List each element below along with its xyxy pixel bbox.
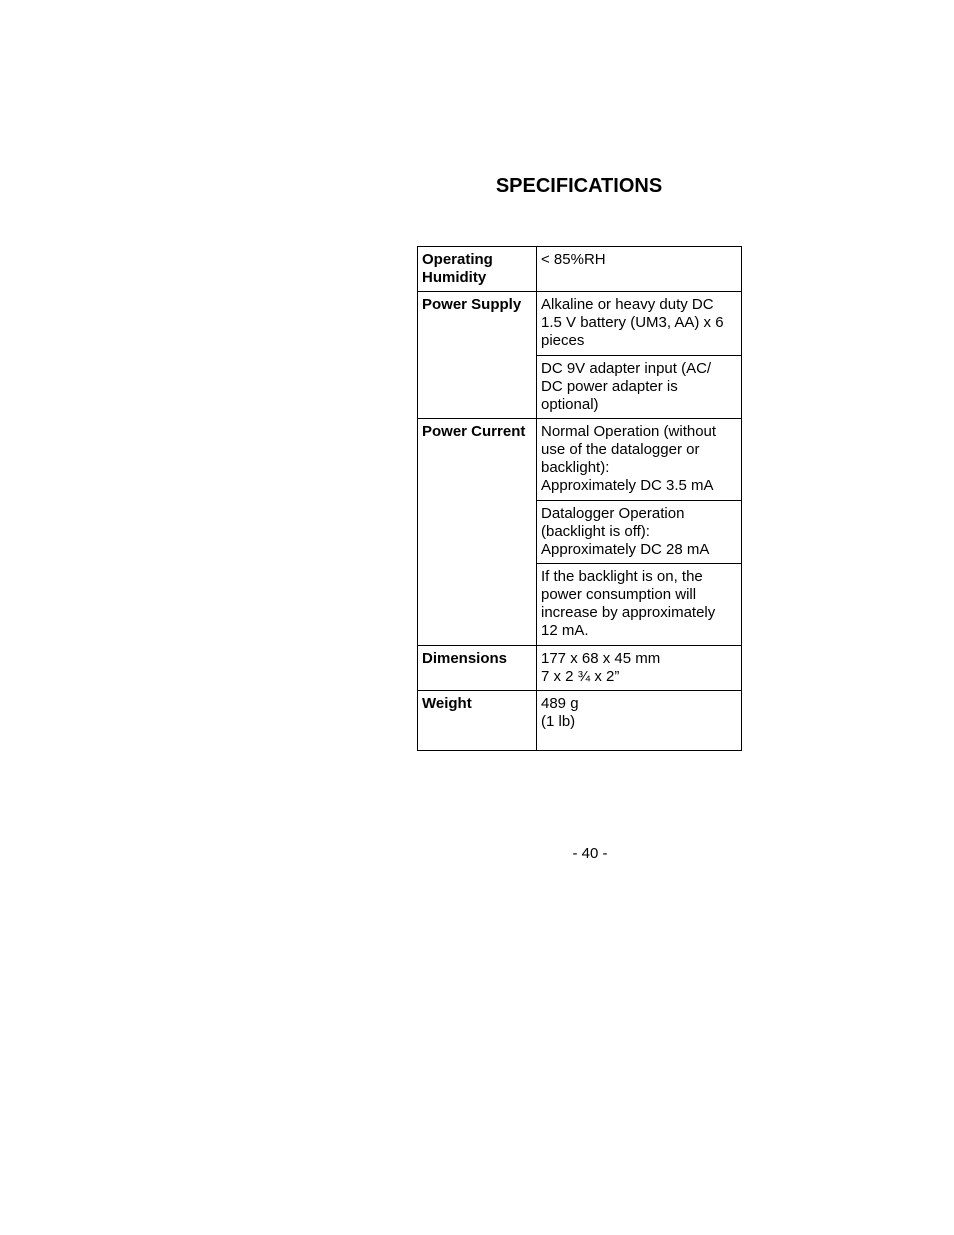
value-line: DC 9V adapter input (AC/	[541, 360, 712, 377]
value-line: power consumption will	[541, 586, 697, 603]
label-line: Humidity	[422, 269, 487, 286]
value-line: 489 g	[541, 695, 579, 712]
value-line: 7 x 2 ¾ x 2”	[541, 668, 620, 685]
specifications-table	[417, 246, 742, 751]
value-line: (backlight is off):	[541, 523, 650, 540]
label-line: Operating	[422, 251, 493, 268]
power-current-backlight-value	[537, 564, 742, 646]
dimensions-value	[537, 646, 742, 691]
value-line: Alkaline or heavy duty DC	[541, 296, 714, 313]
table-row-power-current	[418, 419, 742, 501]
power-current-datalogger-value	[537, 501, 742, 564]
value-line: Normal Operation (without	[541, 423, 717, 440]
dimensions-label: Dimensions	[418, 646, 537, 691]
value-line: increase by approximately	[541, 604, 716, 621]
power-supply-adapter-value	[537, 356, 742, 419]
table-row-operating-humidity	[418, 247, 742, 292]
weight-label: Weight	[418, 691, 537, 751]
value-line: Datalogger Operation	[541, 505, 685, 522]
operating-humidity-label	[418, 247, 537, 292]
value-line: 177 x 68 x 45 mm	[541, 650, 661, 667]
table-row-power-supply	[418, 292, 742, 356]
value-line: backlight):	[541, 459, 610, 476]
weight-value	[537, 691, 742, 751]
table-row-weight	[418, 691, 742, 751]
value-line: pieces	[541, 332, 585, 349]
value-line: use of the datalogger or	[541, 441, 700, 458]
value-line: (1 lb)	[541, 713, 576, 730]
value-line: optional)	[541, 396, 599, 413]
power-supply-battery-value	[537, 292, 742, 356]
power-current-normal-value	[537, 419, 742, 501]
value-line: 1.5 V battery (UM3, AA) x 6	[541, 314, 724, 331]
value-line: < 85%RH	[541, 251, 606, 268]
power-supply-label: Power Supply	[418, 292, 537, 419]
value-line: Approximately DC 3.5 mA	[541, 477, 714, 494]
table-row-dimensions	[418, 646, 742, 691]
page-title: SPECIFICATIONS	[495, 175, 663, 197]
operating-humidity-value	[537, 247, 742, 292]
page-number: - 40 -	[572, 845, 608, 862]
value-line: DC power adapter is	[541, 378, 678, 395]
power-current-label: Power Current	[418, 419, 537, 646]
value-line: 12 mA.	[541, 622, 589, 639]
value-line: Approximately DC 28 mA	[541, 541, 710, 558]
value-line: If the backlight is on, the	[541, 568, 703, 585]
